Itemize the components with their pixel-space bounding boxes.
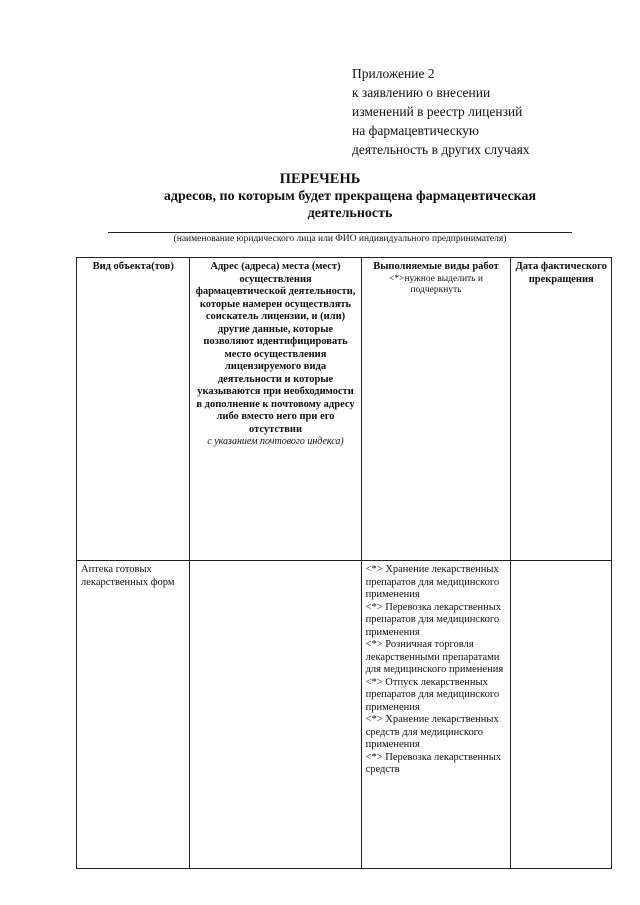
fill-in-caption: (наименование юридического лица или ФИО индивидуального предпринимателя) <box>173 234 507 244</box>
fill-in-line <box>108 232 572 233</box>
work-item: <*> Хранение лекарственных средств для медицинского применения <box>365 714 499 750</box>
header-works-label: Выполняемые виды работ <box>373 261 499 272</box>
appendix-line: на фармацевтическую <box>352 123 480 138</box>
object-type-value: Аптека готовых лекарственных форм <box>81 564 175 588</box>
document-subtitle: адресов, по которым будет прекращена фармацевтическая деятельность <box>163 189 537 221</box>
appendix-line: деятельность в других случаях <box>352 142 530 157</box>
appendix-header <box>352 64 612 159</box>
cell-date <box>511 561 612 869</box>
appendix-line: к заявлению о внесении <box>352 85 491 100</box>
header-address <box>190 258 361 561</box>
work-item: <*> Хранение лекарственных препаратов для медицинского применения <box>365 564 500 600</box>
header-address-note: с указанием почтового индекса) <box>207 436 344 447</box>
work-item: <*> Отпуск лекарственных препаратов для медицинского применения <box>365 676 500 713</box>
addresses-table <box>76 257 612 869</box>
header-object-type-label: Вид объекта(тов) <box>92 261 174 272</box>
cell-object-type <box>77 561 190 869</box>
appendix-line: изменений в реестр лицензий <box>352 104 523 119</box>
table-header-row <box>77 258 612 561</box>
header-date-label: Дата фактического прекращения <box>515 261 607 285</box>
appendix-line: Приложение 2 <box>352 66 435 81</box>
header-address-label: Адрес (адреса) места (мест) осуществления фармацевтической деятельности, которые намерен осуществлять соискатель лицензии, и (или) другие данные, которые позволяют идентифицировать место осуществления лицензируемого вида деятельности и которые указываются при необходимости в дополнение к почтовому адресу либо вместо него при его отсутствии <box>195 261 356 435</box>
header-works-note: <*>нужное выделить и подчеркнуть <box>389 273 483 295</box>
header-object-type <box>77 258 190 561</box>
header-works <box>361 258 511 561</box>
work-item: <*> Перевозка лекарственных средств <box>365 751 502 775</box>
table-row <box>77 561 612 869</box>
work-item: <*> Перевозка лекарственных препаратов для медицинского применения <box>365 601 502 638</box>
document-title: ПЕРЕЧЕНЬ <box>279 171 361 187</box>
cell-address <box>190 561 361 869</box>
cell-works <box>361 561 511 869</box>
work-item: <*> Розничная торговля лекарственными препаратами для медицинского применения <box>365 639 504 675</box>
header-date <box>511 258 612 561</box>
